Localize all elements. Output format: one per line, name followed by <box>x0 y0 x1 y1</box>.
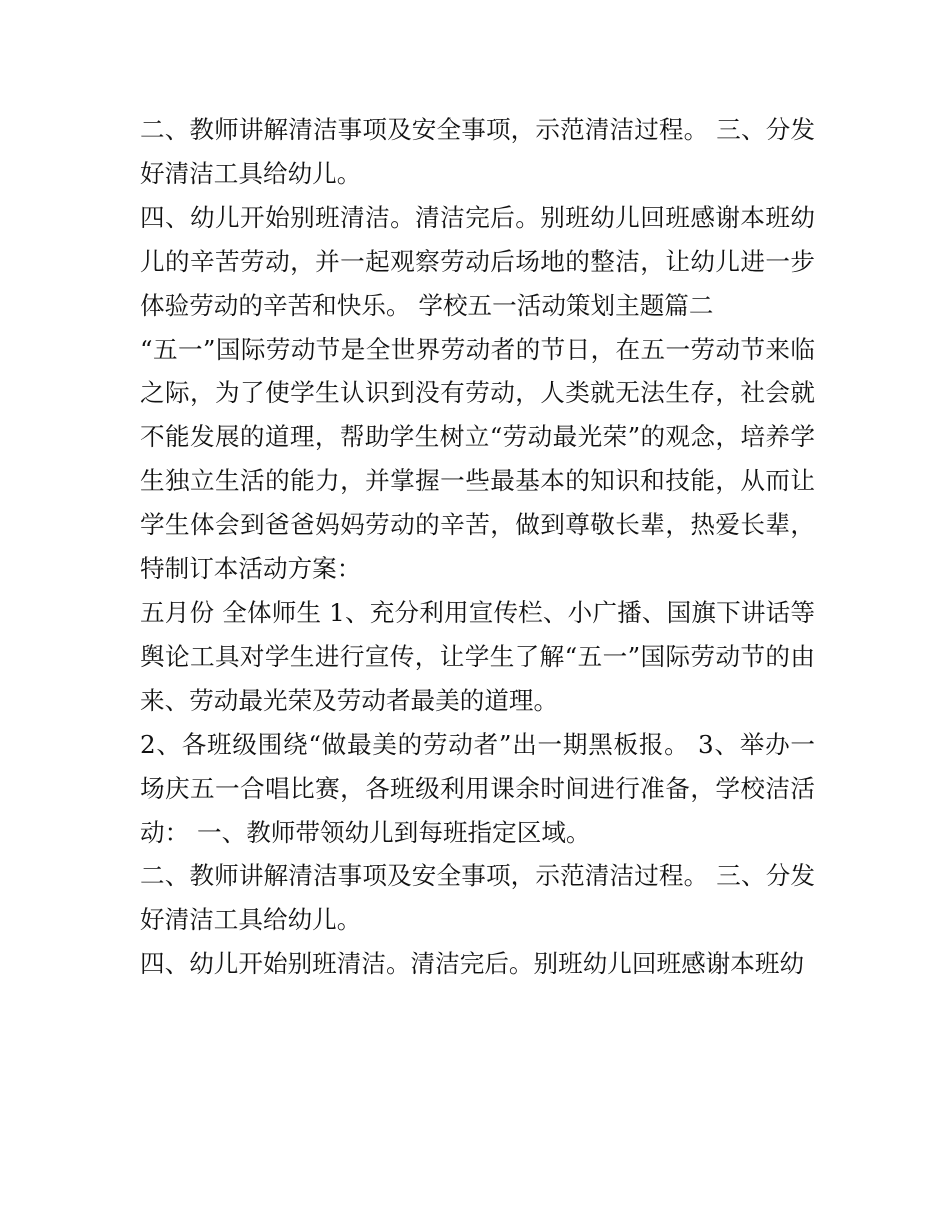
paragraph-6: 二、教师讲解清洁事项及安全事项，示范清洁过程。 三、分发好清洁工具给幼儿。 <box>140 861 815 935</box>
paragraph-2: 四、幼儿开始别班清洁。清洁完后。别班幼儿回班感谢本班幼儿的辛苦劳动，并一起观察劳动后场地的整洁，让幼儿进一步体验劳动的辛苦和快乐。 学校五一活动策划主题篇二 <box>140 202 815 320</box>
paragraph-5: 2、各班级围绕“做最美的劳动者”出一期黑板报。 3、举办一场庆五一合唱比赛，各班级利用课余时间进行准备，学校洁活动： 一、教师带领幼儿到每班指定区域。 <box>140 729 815 847</box>
document-body <box>140 108 815 986</box>
paragraph-4: 五月份 全体师生 1、充分利用宣传栏、小广播、国旗下讲话等舆论工具对学生进行宣传，让学生了解“五一”国际劳动节的由来、劳动最光荣及劳动者最美的道理。 <box>140 597 815 715</box>
paragraph-1: 二、教师讲解清洁事项及安全事项，示范清洁过程。 三、分发好清洁工具给幼儿。 <box>140 115 815 188</box>
paragraph-7: 四、幼儿开始别班清洁。清洁完后。别班幼儿回班感谢本班幼 <box>140 949 805 979</box>
paragraph-3: “五一”国际劳动节是全世界劳动者的节日，在五一劳动节来临之际，为了使学生认识到没有劳动，人类就无法生存，社会就不能发展的道理，帮助学生树立“劳动最光荣”的观念，培养学生独立生活的能力，并掌握一些最基本的知识和技能，从而让学生体会到爸爸妈妈劳动的辛苦，做到尊敬长辈，热爱长辈，特制订本活动方案： <box>140 334 815 584</box>
